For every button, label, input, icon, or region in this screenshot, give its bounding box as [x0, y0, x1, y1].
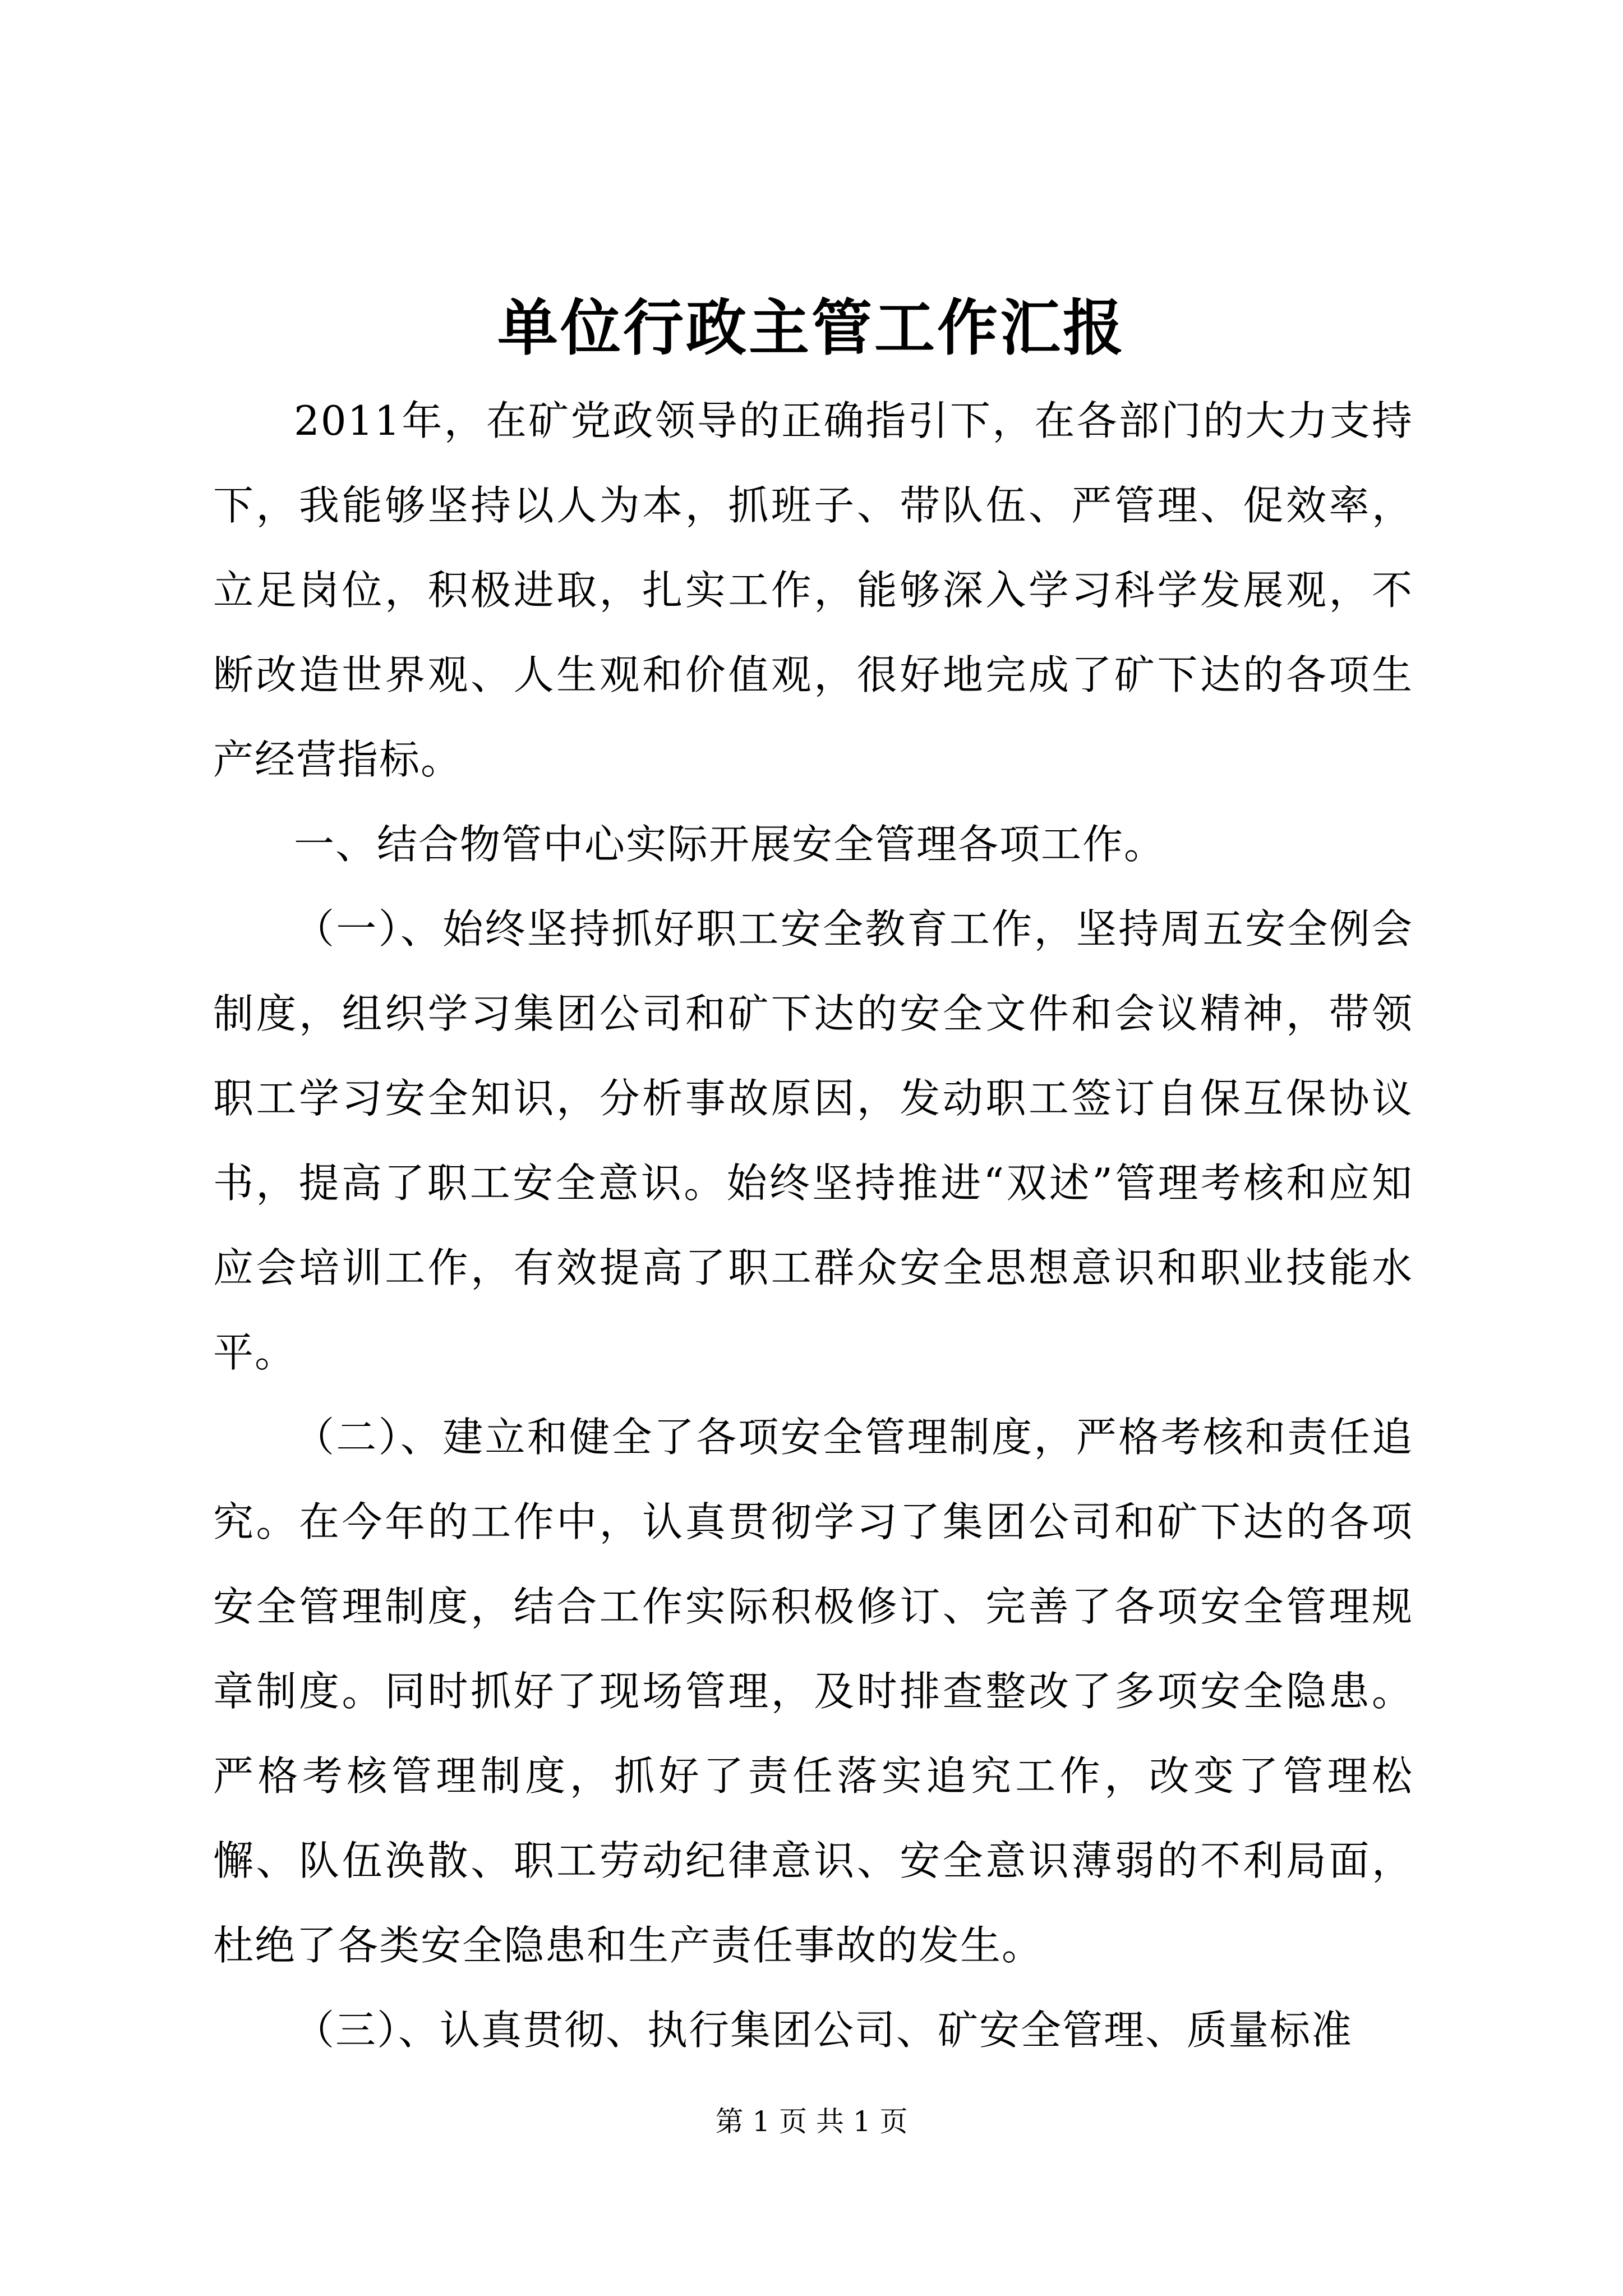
page-footer: 第 1 页 共 1 页: [715, 2105, 908, 2138]
paragraph-intro: 2011年，在矿党政领导的正确指引下，在各部门的大力支持下，我能够坚持以人为本，抓班子、带队伍、严管理、促效率，立足岗位，积极进取，扎实工作，能够深入学习科学发展观，不断改造世界观、人生观和价值观，很好地完成了矿下达的各项生产经营指标。: [213, 397, 1413, 783]
paragraph-item-3: （三）、认真贯彻、执行集团公司、矿安全管理、质量标准: [294, 2007, 1353, 2054]
document-title: 单位行政主管工作汇报: [497, 293, 1126, 364]
paragraph-item-1: （一）、始终坚持抓好职工安全教育工作，坚持周五安全例会制度，组织学习集团公司和矿下达的安全文件和会议精神，带领职工学习安全知识，分析事故原因，发动职工签订自保互保协议书，提高了职工安全意识。始终坚持推进“双述”管理考核和应知应会培训工作，有效提高了职工群众安全思想意识和职业技能水平。: [213, 905, 1413, 1376]
document-body: [213, 379, 1413, 2073]
paragraph-section-heading: 一、结合物管中心实际开展安全管理各项工作。: [294, 821, 1166, 868]
paragraph-item-2: （二）、建立和健全了各项安全管理制度，严格考核和责任追究。在今年的工作中，认真贯彻学习了集团公司和矿下达的各项安全管理制度，结合工作实际积极修订、完善了各项安全管理规章制度。同时抓好了现场管理，及时排查整改了多项安全隐患。严格考核管理制度，抓好了责任落实追究工作，改变了管理松懈、队伍涣散、职工劳动纪律意识、安全意识薄弱的不利局面，杜绝了各类安全隐患和生产责任事故的发生。: [213, 1414, 1413, 1969]
